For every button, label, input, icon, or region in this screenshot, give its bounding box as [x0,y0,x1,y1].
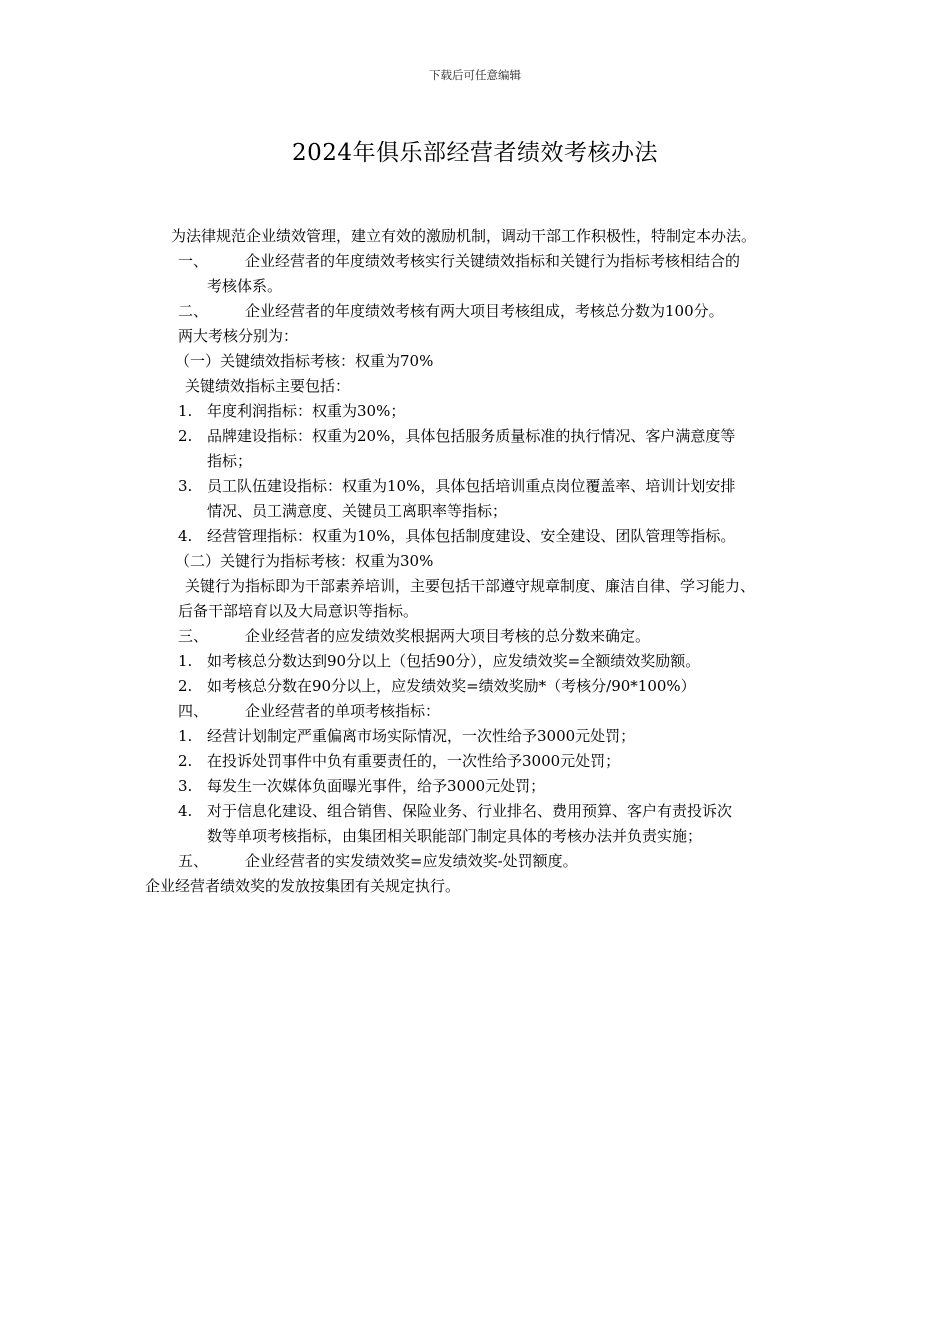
kpi-item-4-text: 经营管理指标：权重为10%，具体包括制度建设、安全建设、团队管理等指标。 [207,527,736,545]
kbi-line-1: 关键行为指标即为干部素养培训，主要包括干部遵守规章制度、廉洁自律、学习能力、 [185,577,756,595]
kpi-item-4-number: 4. [178,527,193,545]
header-note: 下载后可任意编辑 [429,68,521,82]
section-2-text: 企业经营者的年度绩效考核有两大项目考核组成，考核总分数为100分。 [245,302,724,320]
section-4-item-4-line-1: 对于信息化建设、组合销售、保险业务、行业排名、费用预算、客户有责投诉次 [207,802,733,820]
section-4-text: 企业经营者的单项考核指标： [245,702,441,720]
section-5-text: 企业经营者的实发绩效奖=应发绩效奖-处罚额度。 [245,852,578,870]
section-3-text: 企业经营者的应发绩效奖根据两大项目考核的总分数来确定。 [245,627,651,645]
section-3-item-1-text: 如考核总分数达到90分以上（包括90分），应发绩效奖=全额绩效奖励额。 [207,652,701,670]
section-1-number: 一、 [178,252,209,270]
kpi-item-1-number: 1. [178,402,193,420]
section-3-item-1-number: 1. [178,652,193,670]
section-3-number: 三、 [178,627,209,645]
kbi-line-2: 后备干部培育以及大局意识等指标。 [178,602,419,620]
kpi-heading: （一）关键绩效指标考核：权重为70% [175,352,434,370]
kpi-item-2-number: 2. [178,427,193,445]
kpi-item-1-text: 年度利润指标：权重为30%； [207,402,406,420]
section-4-item-3-number: 3. [178,777,193,795]
kpi-item-2-line-2: 指标； [207,452,253,470]
section-4-item-1-text: 经营计划制定严重偏离市场实际情况，一次性给予3000元处罚； [207,727,636,745]
section-4-item-2-text: 在投诉处罚事件中负有重要责任的，一次性给予3000元处罚； [207,752,621,770]
section-3-item-2-number: 2. [178,677,193,695]
section-4-item-1-number: 1. [178,727,193,745]
kpi-item-3-line-1: 员工队伍建设指标：权重为10%，具体包括培训重点岗位覆盖率、培训计划安排 [207,477,736,495]
two-items-label: 两大考核分别为： [178,327,299,345]
section-2-number: 二、 [178,302,209,320]
kbi-heading: （二）关键行为指标考核：权重为30% [175,552,434,570]
section-1-line-2: 考核体系。 [207,277,283,295]
document-title: 2024年俱乐部经营者绩效考核办法 [291,140,659,166]
closing-paragraph: 企业经营者绩效奖的发放按集团有关规定执行。 [145,877,461,895]
section-4-item-2-number: 2. [178,752,193,770]
section-4-item-4-number: 4. [178,802,193,820]
section-5-number: 五、 [178,852,209,870]
intro-paragraph: 为法律规范企业绩效管理，建立有效的激励机制，调动干部工作积极性，特制定本办法。 [171,227,757,245]
section-4-number: 四、 [178,702,209,720]
kpi-item-2-line-1: 品牌建设指标：权重为20%，具体包括服务质量标准的执行情况、客户满意度等 [207,427,736,445]
section-4-item-3-text: 每发生一次媒体负面曝光事件，给予3000元处罚； [207,777,546,795]
section-4-item-4-line-2: 数等单项考核指标，由集团相关职能部门制定具体的考核办法并负责实施； [207,827,703,845]
section-1-line-1: 企业经营者的年度绩效考核实行关键绩效指标和关键行为指标考核相结合的 [245,252,741,270]
kpi-subheading: 关键绩效指标主要包括： [185,377,351,395]
kpi-item-3-line-2: 情况、员工满意度、关键员工离职率等指标； [207,502,508,520]
section-3-item-2-text: 如考核总分数在90分以上，应发绩效奖=绩效奖励*（考核分/90*100%） [207,677,696,695]
kpi-item-3-number: 3. [178,477,193,495]
